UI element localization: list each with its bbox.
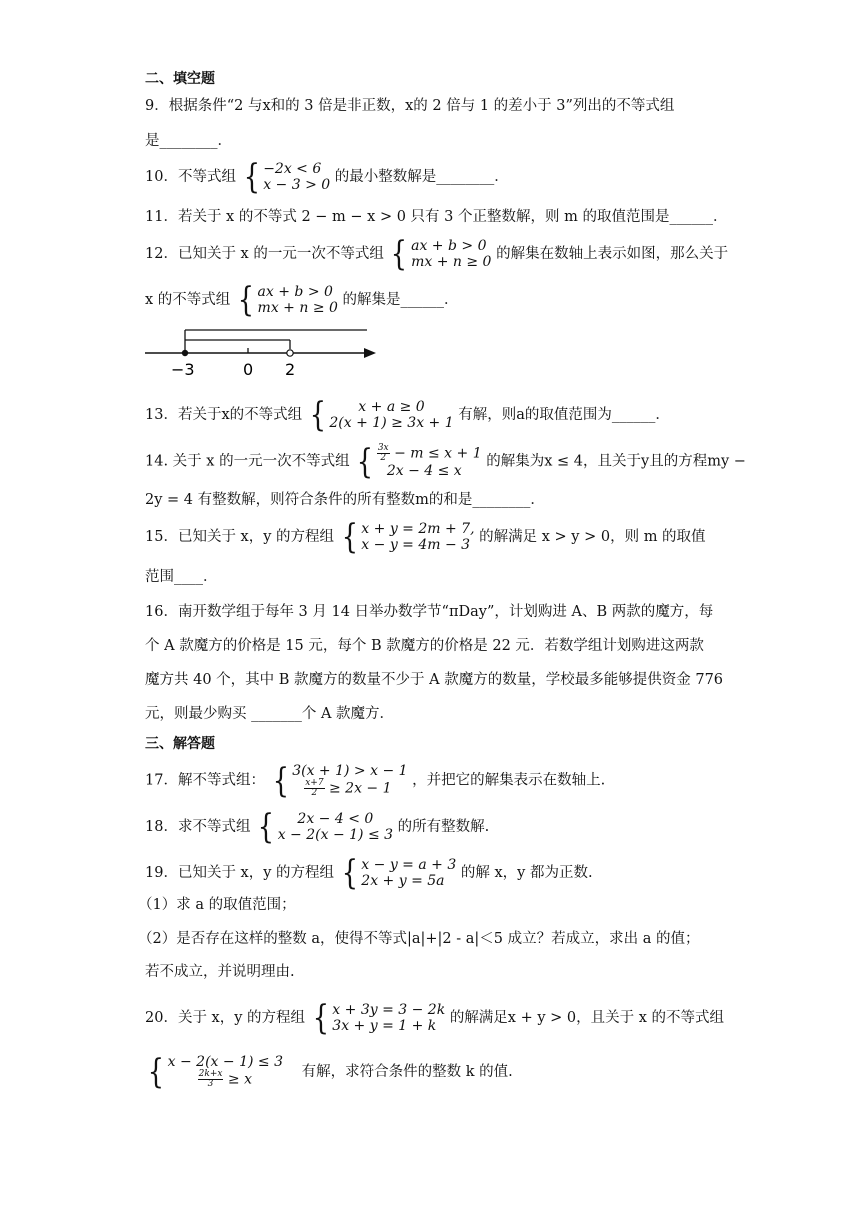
q20-fraction [198,1070,224,1089]
q14-line2: 2y = 4 有整数解，则符合条件的所有整数m的和是________． [145,492,545,508]
q12-system2 [235,280,338,320]
q13-prefix: 13．若关于x的不等式组 [145,407,303,423]
q10-suffix: 的最小整数解是________． [334,169,509,185]
q19-part2-line2: 若不成立，并说明理由. [145,964,295,980]
q15-eq1: x + y = 2m + 7, [361,521,475,537]
open-point-2 [287,350,293,356]
q20-eq3: x − 2(x − 1) ≤ 3 [167,1054,283,1070]
q20-prefix: 20．关于 x，y 的方程组 [145,1010,306,1026]
q15-line1 [145,517,706,557]
q20-suffix2: 有解，求符合条件的整数 k 的值. [301,1063,513,1080]
q16-line3: 魔方共 40 个，其中 B 款魔方的数量不少于 A 款魔方的数量，学校最多能够提供资金 776 [145,672,724,688]
q13-eq1: x + a ≥ 0 [358,399,425,415]
q20-eq4 [168,1070,283,1089]
q12-eq4: mx + n ≥ 0 [257,300,338,316]
q12-eq3: ax + b > 0 [257,284,333,300]
q16-line4: 元，则最少购买 _______个 A 款魔方． [145,706,395,722]
q18-suffix: 的所有整数解. [397,819,490,835]
q17-suffix: ，并把它的解集表示在数轴上. [412,772,606,789]
q17-eq2-rest: ≥ 2x − 1 [329,780,392,797]
q12-eq2: mx + n ≥ 0 [411,254,492,270]
q19-prefix: 19．已知关于 x，y 的方程组 [145,865,335,881]
brace-symbol: { [147,1051,164,1092]
q16-line1: 16．南开数学组于每年 3 月 14 日举办数学节“πDay”，计划购进 A、B 两款的魔方，每 [145,604,714,620]
q17-frac-numerator: x+7 [305,778,324,788]
q14-eq1 [377,444,482,463]
q20-eq2: 3x + y = 1 + k [332,1018,437,1034]
q18-system [255,807,394,847]
axis-label-minus3: −3 [171,360,195,379]
number-line-figure [140,322,385,382]
q20-frac-denominator: 3 [207,1079,214,1089]
q10-eq1: −2x < 6 [263,161,322,177]
q20-line1 [145,998,725,1038]
brace-symbol: { [341,853,358,893]
q13-suffix: 有解，则a的取值范围为______． [458,407,670,423]
brace-symbol: { [272,760,289,801]
q14-system [354,441,482,482]
q19-suffix: 的解 x，y 都为正数. [460,865,593,881]
q19-part1: （1）求 a 的取值范围； [138,897,296,913]
q19-eq2: 2x + y = 5a [361,873,445,889]
q18-prefix: 18．求不等式组 [145,819,251,835]
q19 [145,853,593,893]
section-heading-fill-blank: 二、填空题 [145,71,215,87]
q12-prefix2: x 的不等式组 [145,292,231,308]
q14-eq2: 2x − 4 ≤ x [386,463,462,479]
q20-suffix: 的解满足x + y > 0，且关于 x 的不等式组 [449,1010,725,1026]
q20-line2 [145,1051,513,1092]
q14-prefix: 14. 关于 x 的一元一次不等式组 [145,453,350,470]
q10-eq2: x − 3 > 0 [263,177,331,193]
q15-prefix: 15．已知关于 x，y 的方程组 [145,529,335,545]
q17-eq2 [292,779,407,798]
q15-line2: 范围____． [145,569,218,585]
q19-eq1: x − y = a + 3 [361,857,457,873]
q11-text: 11．若关于 x 的不等式 2 − m − x > 0 只有 3 个正整数解，则 m 的取值范围是______． [145,209,728,225]
q15-system [339,517,475,557]
q14-frac-numerator: 3x [377,443,389,453]
q12-system [388,234,492,274]
q16-line2: 个 A 款魔方的价格是 15 元，每个 B 款魔方的价格是 22 元．若数学组计划购进这两款 [145,638,704,654]
q20-eq4-rest: ≥ x [227,1071,252,1088]
closed-point-minus3 [182,350,188,356]
brace-symbol: { [237,280,254,320]
q10-prefix: 10．不等式组 [145,169,236,185]
q15-suffix: 的解满足 x > y > 0，则 m 的取值 [479,529,706,545]
q15-eq2: x − y = 4m − 3 [361,537,471,553]
q12-eq1: ax + b > 0 [411,238,487,254]
q13 [145,395,670,435]
q20-system2 [145,1051,283,1092]
q9-line2: 是________． [145,133,232,149]
q18 [145,807,490,847]
q14-eq1-rest: − m ≤ x + 1 [394,445,482,462]
q14-suffix: 的解集为x ≤ 4，且关于y且的方程my − [486,453,746,470]
q14-fraction [377,444,390,463]
q20-eq1: x + 3y = 3 − 2k [332,1002,446,1018]
brace-symbol: { [356,441,374,482]
brace-symbol: { [312,998,329,1038]
q14-line1 [145,441,746,482]
axis-label-zero: 0 [243,360,254,379]
q12-suffix2: 的解集是______． [342,292,459,308]
q17 [145,760,606,801]
q17-prefix: 17．解不等式组： [145,772,265,789]
q13-system [307,395,454,435]
brace-symbol: { [341,517,358,557]
q9-line1: 9．根据条件“2 与x和的 3 倍是非正数，x的 2 倍与 1 的差小于 3”列出的不等式组 [145,98,675,114]
q10-system [241,157,331,197]
brace-symbol: { [309,395,326,435]
q12-line2 [145,280,459,320]
q10 [145,157,509,197]
q12-prefix: 12．已知关于 x 的一元一次不等式组 [145,246,384,262]
brace-symbol: { [243,157,260,197]
brace-symbol: { [257,807,274,847]
q17-frac-denominator: 2 [311,788,318,798]
brace-symbol: { [391,234,408,274]
q17-system [270,760,408,801]
q20-frac-numerator: 2k+x [198,1069,223,1079]
axis-label-2: 2 [285,360,296,379]
q18-eq2: x − 2(x − 1) ≤ 3 [277,827,394,843]
q17-eq1: 3(x + 1) > x − 1 [292,763,408,779]
q19-system [339,853,457,893]
q17-fraction [304,779,324,798]
q20-system [310,998,446,1038]
q19-part2-line1: （2）是否存在这样的整数 a，使得不等式|a|+|2 - a|＜5 成立？若成立，求出 a 的值； [138,931,700,947]
q13-eq2: 2(x + 1) ≥ 3x + 1 [329,415,454,431]
section-heading-answer: 三、解答题 [145,736,215,752]
q18-eq1: 2x − 4 < 0 [297,811,374,827]
q14-frac-denominator: 2 [380,453,387,463]
q12-suffix: 的解集在数轴上表示如图，那么关于 [496,246,729,262]
axis-arrow [364,348,376,358]
q12-line1 [145,234,729,274]
